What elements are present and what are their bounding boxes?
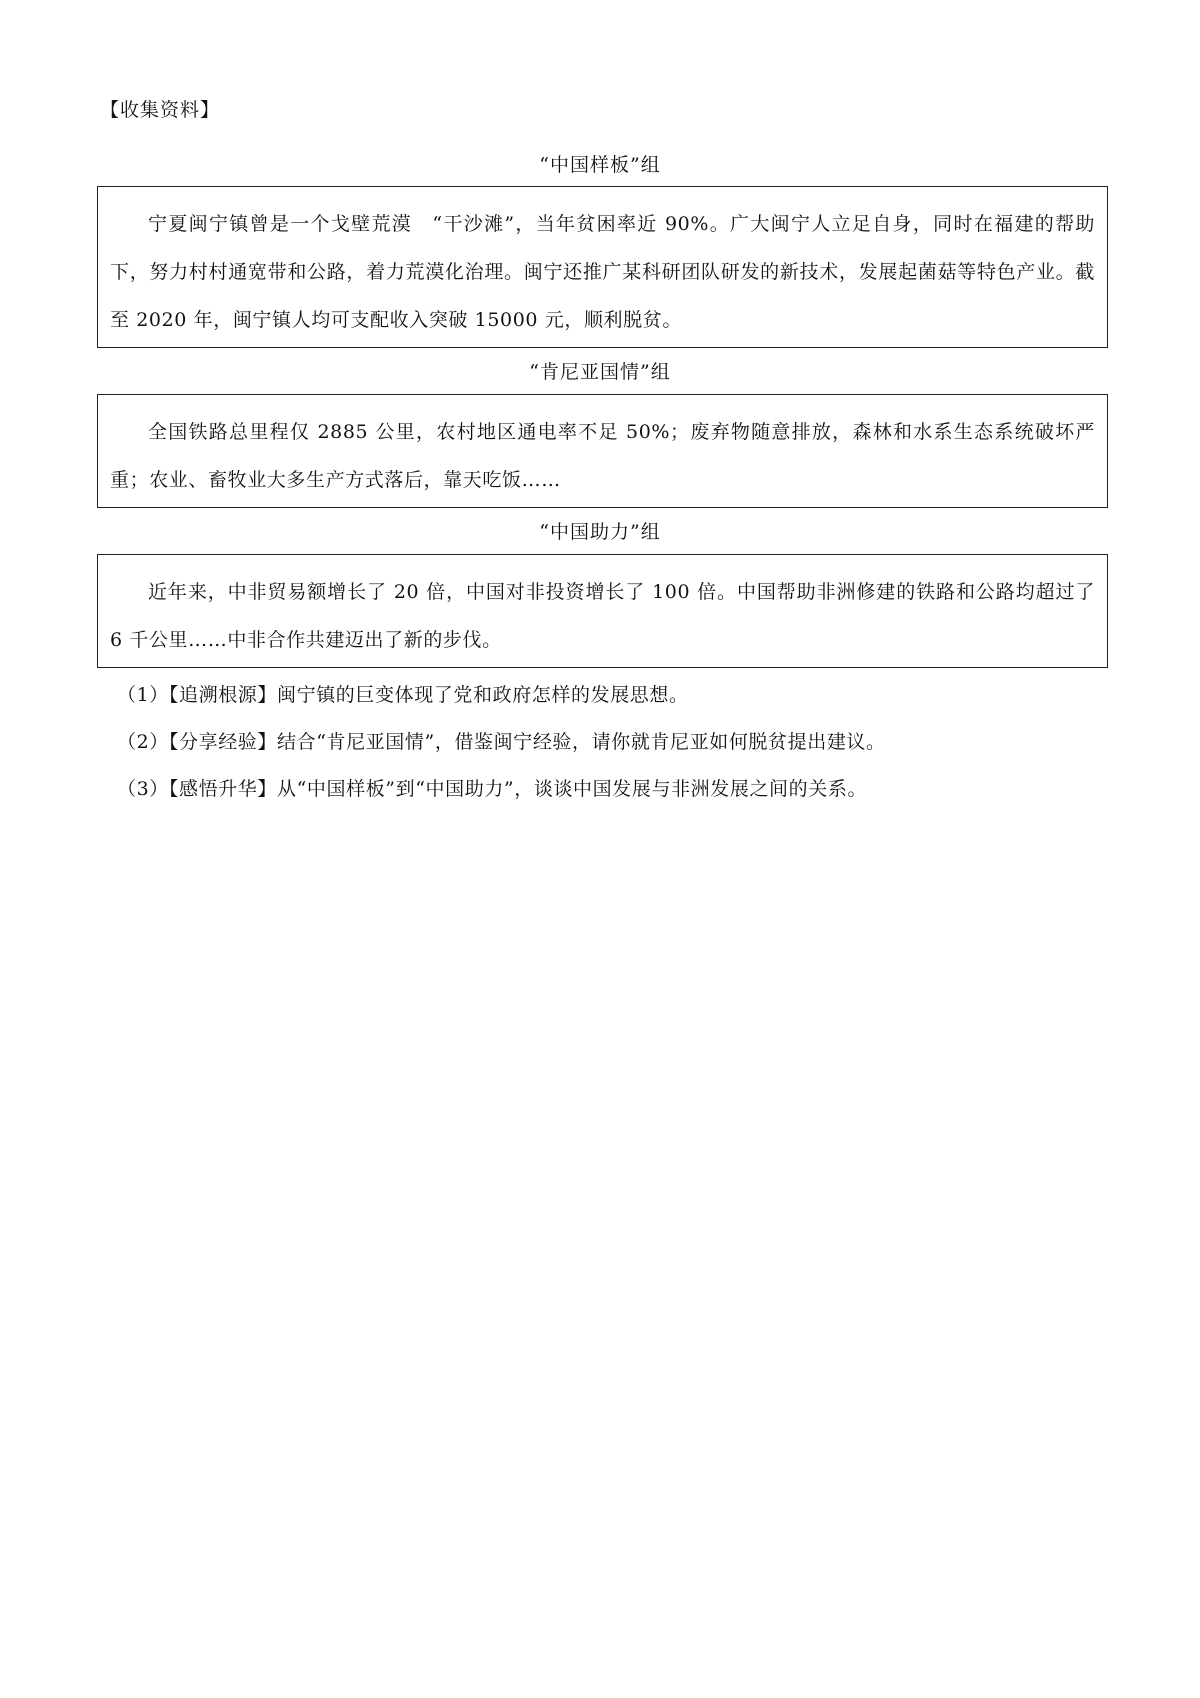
group-box-kenya-situation	[97, 394, 1108, 508]
group-title-china-assistance: “中国助力”组	[539, 521, 661, 543]
group-text-china-model: 宁夏闽宁镇曾是一个戈壁荒漠 “干沙滩”，当年贫困率近 90%。广大闽宁人立足自身，同时在福建的帮助下，努力村村通宽带和公路，着力荒漠化治理。闽宁还推广某科研团队研发的新技术，发展起菌菇等特色产业。截至 2020 年，闽宁镇人均可支配收入突破 15000 元，顺利脱贫。	[110, 213, 1095, 331]
question-3: （3）【感悟升华】从“中国样板”到“中国助力”，谈谈中国发展与非洲发展之间的关系。	[117, 778, 868, 800]
group-title-kenya-situation: “肯尼亚国情”组	[529, 361, 671, 383]
question-2: （2）【分享经验】结合“肯尼亚国情”，借鉴闽宁经验，请你就肯尼亚如何脱贫提出建议。	[117, 731, 886, 753]
group-box-china-model	[97, 186, 1108, 348]
question-1: （1）【追溯根源】闽宁镇的巨变体现了党和政府怎样的发展思想。	[117, 684, 689, 706]
group-text-kenya-situation: 全国铁路总里程仅 2885 公里，农村地区通电率不足 50%；废弃物随意排放，森林和水系生态系统破坏严重；农业、畜牧业大多生产方式落后，靠天吃饭……	[110, 421, 1095, 491]
section-heading: 【收集资料】	[100, 99, 221, 121]
group-box-china-assistance	[97, 554, 1108, 668]
group-text-china-assistance: 近年来，中非贸易额增长了 20 倍，中国对非投资增长了 100 倍。中国帮助非洲修建的铁路和公路均超过了 6 千公里……中非合作共建迈出了新的步伐。	[110, 581, 1095, 651]
group-title-china-model: “中国样板”组	[539, 154, 661, 176]
